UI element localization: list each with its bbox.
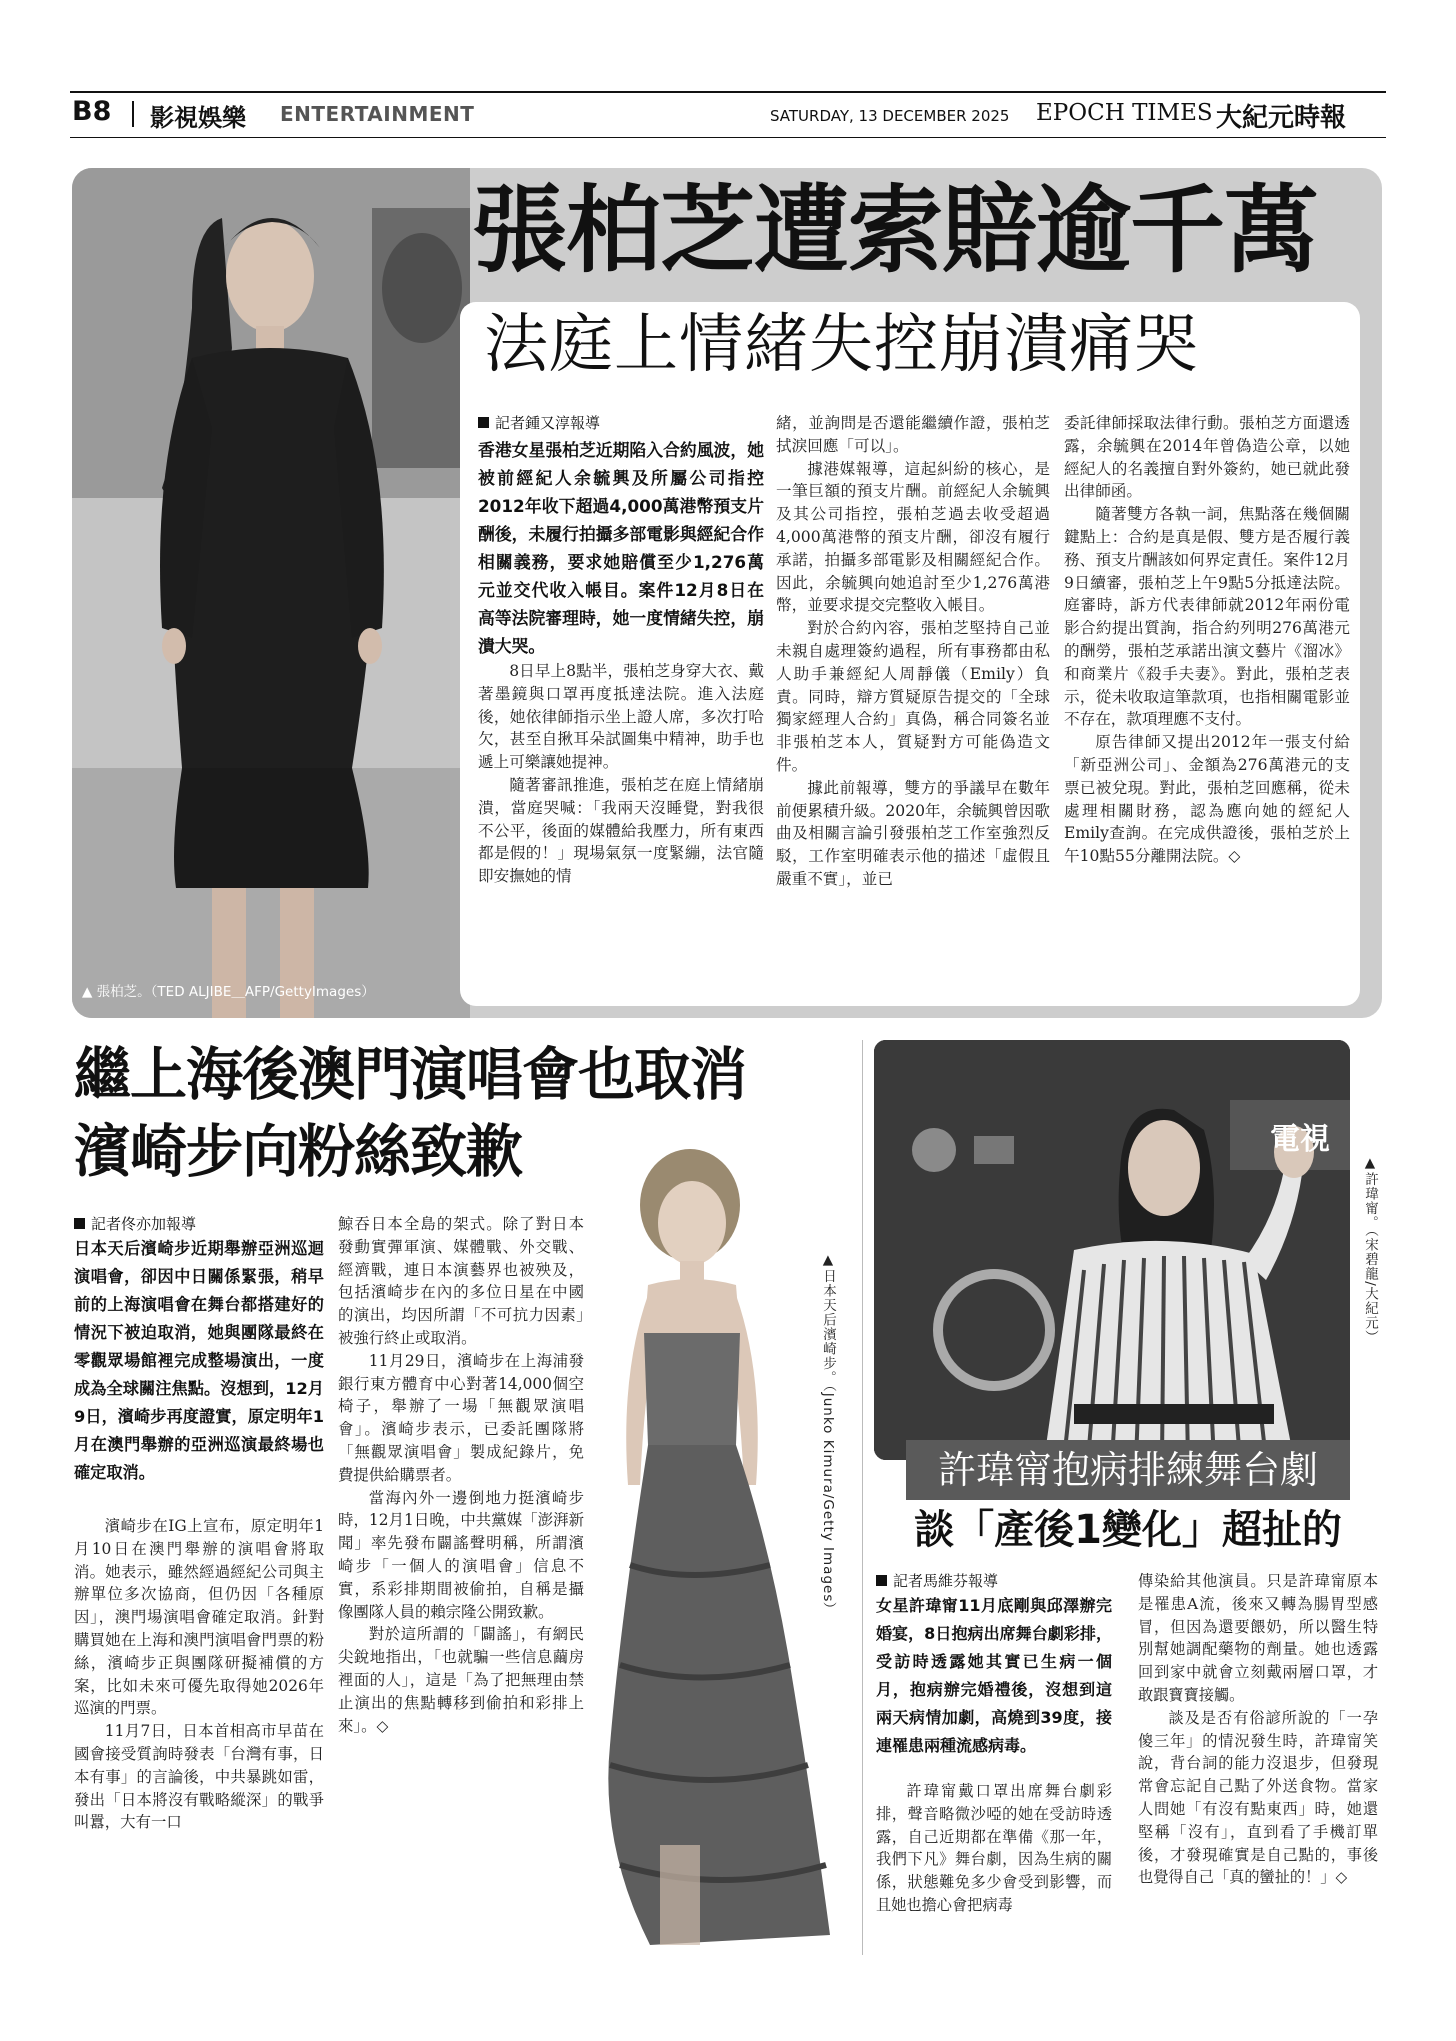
story1-paragraph: 據港媒報導，這起糾紛的核心，是一筆巨額的預支片酬。前經紀人余毓興及其公司指控，張柏芝過去收受超過4,000萬港幣的預支片酬，卻沒有履行承諾，拍攝多部電影及相關經紀合作。因此，余毓興向她追討至少1,276萬港幣，並要求提交完整收入帳目。 [776,459,1050,615]
story3-column-1 [876,1570,1112,1917]
story1-lead: 香港女星張柏芝近期陷入合約風波，她被前經紀人余毓興及所屬公司指控2012年收下超過4,000萬港幣預支片酬後，未履行拍攝多部電影與經紀合作相關義務，要求她賠償至少1,276萬元並交代收入帳目。案件12月8日在高等法院審理時，她一度情緒失控，崩潰大哭。 [478,440,764,656]
story3-photo-sign-text: 電視 [1270,1122,1330,1157]
byline-square-icon [74,1218,85,1229]
story2-paragraph: 當海內外一邊倒地力挺濱崎步時，12月1日晚，中共黨媒「澎湃新聞」率先發布闢謠聲明稱，所謂濱崎步「一個人的演唱會」信息不實，系彩排期間被偷拍，自稱是攝像團隊人員的賴宗隆公開致歉。 [338,1488,584,1621]
story3-column-2 [1138,1570,1378,1889]
story3-photo [874,1040,1350,1460]
story2-byline: 記者佟亦加報導 [74,1213,324,1235]
paper-name-en: EPOCH TIMES [1036,100,1213,126]
story1-paragraph: 8日早上8點半，張柏芝身穿大衣、戴著墨鏡與口罩再度抵達法院。進入法庭後，她依律師指示坐上證人席，多次打哈欠，甚至自揪耳朵試圖集中精神，助手也遞上可樂讓她提神。 [478,662,764,772]
story2-headline-2: 濱崎步向粉絲致歉 [74,1119,522,1185]
story3-paragraph: 傳染給其他演員。只是許瑋甯原本是罹患A流，後來又轉為腸胃型感冒，但因為還要餵奶，所以醫生特別幫她調配藥物的劑量。她也透露回到家中就會立刻戴兩層口罩，才敢跟寶寶接觸。 [1138,1572,1378,1704]
story1-paragraph: 對於合約內容，張柏芝堅持自己並未親自處理簽約過程，所有事務都由私人助手兼經紀人周靜儀（Emily）負責。同時，辯方質疑原告提交的「全球獨家經理人合約」真偽，稱合同簽名並非張柏芝本人，質疑對方可能偽造文件。 [776,619,1050,774]
story1-paragraph: 委託律師採取法律行動。張柏芝方面還透露，余毓興在2014年曾偽造公章，以她經紀人的名義擅自對外簽約，她已就此發出律師函。 [1064,414,1350,501]
story1-photo [72,168,470,1018]
story1-headline: 張柏芝遭索賠逾千萬 [472,176,1319,286]
story1-paragraph: 隨著雙方各執一詞，焦點落在幾個關鍵點上：合約是真是假、雙方是否履行義務、預支片酬該如何界定責任。案件12月9日續審，張柏芝上午9點5分抵達法院。庭審時，訴方代表律師就2012年兩份電影合約提出質詢，指合約列明276萬港元的酬勞，張柏芝承諾出演文藝片《溜冰》和商業片《殺手夫妻》。對此，張柏芝表示，從未收取這筆款項，也指相關電影並不存在，款項理應不支付。 [1064,505,1350,729]
column-divider [862,1040,863,1955]
story3-headline-2: 談「產後1變化」超扯的 [914,1507,1342,1553]
story2-lead: 日本天后濱崎步近期舉辦亞洲巡迴演唱會，卻因中日關係緊張，稍早前的上海演唱會在舞台都搭建好的情況下被迫取消，她與團隊最終在零觀眾場館裡完成整場演出，一度成為全球關注焦點。沒想到，12月9日，濱崎步再度證實，原定明年1月在澳門舉辦的亞洲巡演最終場也確定取消。 [74,1239,324,1482]
story1-column-2 [776,412,1050,891]
story3-paragraph: 許瑋甯戴口罩出席舞台劇彩排，聲音略微沙啞的她在受訪時透露，自己近期都在準備《那一年，我們下凡》舞台劇，因為生病的關係，狀態難免多少會受到影響，而且她也擔心會把病毒 [876,1782,1112,1914]
story1-paragraph: 據此前報導，雙方的爭議早在數年前便累積升級。2020年，余毓興曾因歌曲及相關言論引發張柏芝工作室強烈反駁，工作室明確表示他的描述「虛假且嚴重不實」，並已 [776,778,1050,888]
story2-headline-1: 繼上海後澳門演唱會也取消 [74,1042,746,1108]
story1-paragraph: 緒，並詢問是否還能繼續作證，張柏芝拭淚回應「可以」。 [776,414,1050,455]
story2-column-1 [74,1213,324,1834]
story2-paragraph: 濱崎步在IG上宣布，原定明年1月10日在澳門舉辦的演唱會將取消。她表示，雖然經過經紀公司與主辦單位多次協商，但仍因「各種原因」，澳門場演唱會確定取消。針對購買她在上海和澳門演唱會門票的粉絲，濱崎步正與團隊研擬補償的方案，比如未來可優先取得她2026年巡演的門票。 [74,1517,324,1718]
story1-paragraph: 原告律師又提出2012年一張支付給「新亞洲公司」、金額為276萬港元的支票已被兌現。對此，張柏芝回應稱，從未處理相關財務，認為應向她的經紀人Emily查詢。在完成供證後，張柏芝於上午10點55分離開法院。◇ [1064,733,1350,866]
story3-photo-caption: ▲許瑋甯。（宋碧龍/大紀元） [1362,1155,1378,1345]
story1-column-1 [478,412,764,888]
story1-byline: 記者鍾又淳報導 [478,412,764,434]
story2-photo [540,1145,840,1955]
story3-byline: 記者馬維芬報導 [876,1570,1112,1592]
story2-paragraph: 11月7日，日本首相高市早苗在國會接受質詢時發表「台灣有事，日本有事」的言論後，中共暴跳如雷，發出「日本將沒有戰略縱深」的戰爭叫囂，大有一口 [74,1722,324,1832]
header-divider [132,101,134,127]
page-number: B8 [72,96,112,127]
byline-square-icon [876,1575,887,1586]
story1-subheadline: 法庭上情緒失控崩潰痛哭 [484,308,1199,382]
story3-paragraph: 談及是否有俗諺所說的「一孕傻三年」的情況發生時，許瑋甯笑說，背台詞的能力沒退步，但發現常會忘記自己點了外送食物。當家人問她「有沒有點東西」時，她還堅稱「沒有」，直到看了手機訂單後，才發現確實是自己點的，事後也覺得自己「真的蠻扯的！」◇ [1138,1708,1378,1887]
section-title-en: ENTERTAINMENT [280,102,475,126]
story2-paragraph: 鯨吞日本全島的架式。除了對日本發動實彈軍演、媒體戰、外交戰、經濟戰，連日本演藝界也被殃及，包括濱崎步在內的多位日星在中國的演出，均因所謂「不可抗力因素」被強行終止或取消。 [338,1215,584,1347]
paper-name-zh: 大紀元時報 [1216,103,1347,133]
story1-paragraph: 隨著審訊推進，張柏芝在庭上情緒崩潰，當庭哭喊：「我兩天沒睡覺，對我很不公平，後面的媒體給我壓力，所有東西都是假的！」現場氣氛一度緊繃，法官隨即安撫她的情 [478,775,764,886]
story1-column-3 [1064,412,1350,868]
story3-headline-1: 許瑋甯抱病排練舞台劇 [906,1440,1350,1500]
story2-paragraph: 11月29日，濱崎步在上海浦發銀行東方體育中心對著14,000個空椅子，舉辦了一場「無觀眾演唱會」。濱崎步表示，已委託團隊將「無觀眾演唱會」製成紀錄片，免費提供給購票者。 [338,1351,584,1484]
story2-paragraph: 對於這所謂的「闢謠」，有網民尖銳地指出，「也就騙一些信息繭房裡面的人」，這是「為了把無理由禁止演出的焦點轉移到偷拍和彩排上來」。◇ [338,1625,584,1735]
story3-lead: 女星許瑋甯11月底剛與邱澤辦完婚宴，8日抱病出席舞台劇彩排，受訪時透露她其實已生病一個月，抱病辦完婚禮後，沒想到這兩天病情加劇，高燒到39度，接連罹患兩種流感病毒。 [876,1596,1112,1755]
byline-square-icon [478,417,489,428]
story1-photo-caption: ▲ 張柏芝。（TED ALJIBE＿AFP/GettyImages） [82,984,375,1000]
story2-photo-caption: ▲日本天后濱崎步。（Junko Kimura/Getty Images） [820,1252,836,1617]
story2-column-2 [338,1213,584,1737]
issue-date: SATURDAY, 13 DECEMBER 2025 [770,107,1010,125]
section-title-zh: 影視娛樂 [150,104,246,132]
